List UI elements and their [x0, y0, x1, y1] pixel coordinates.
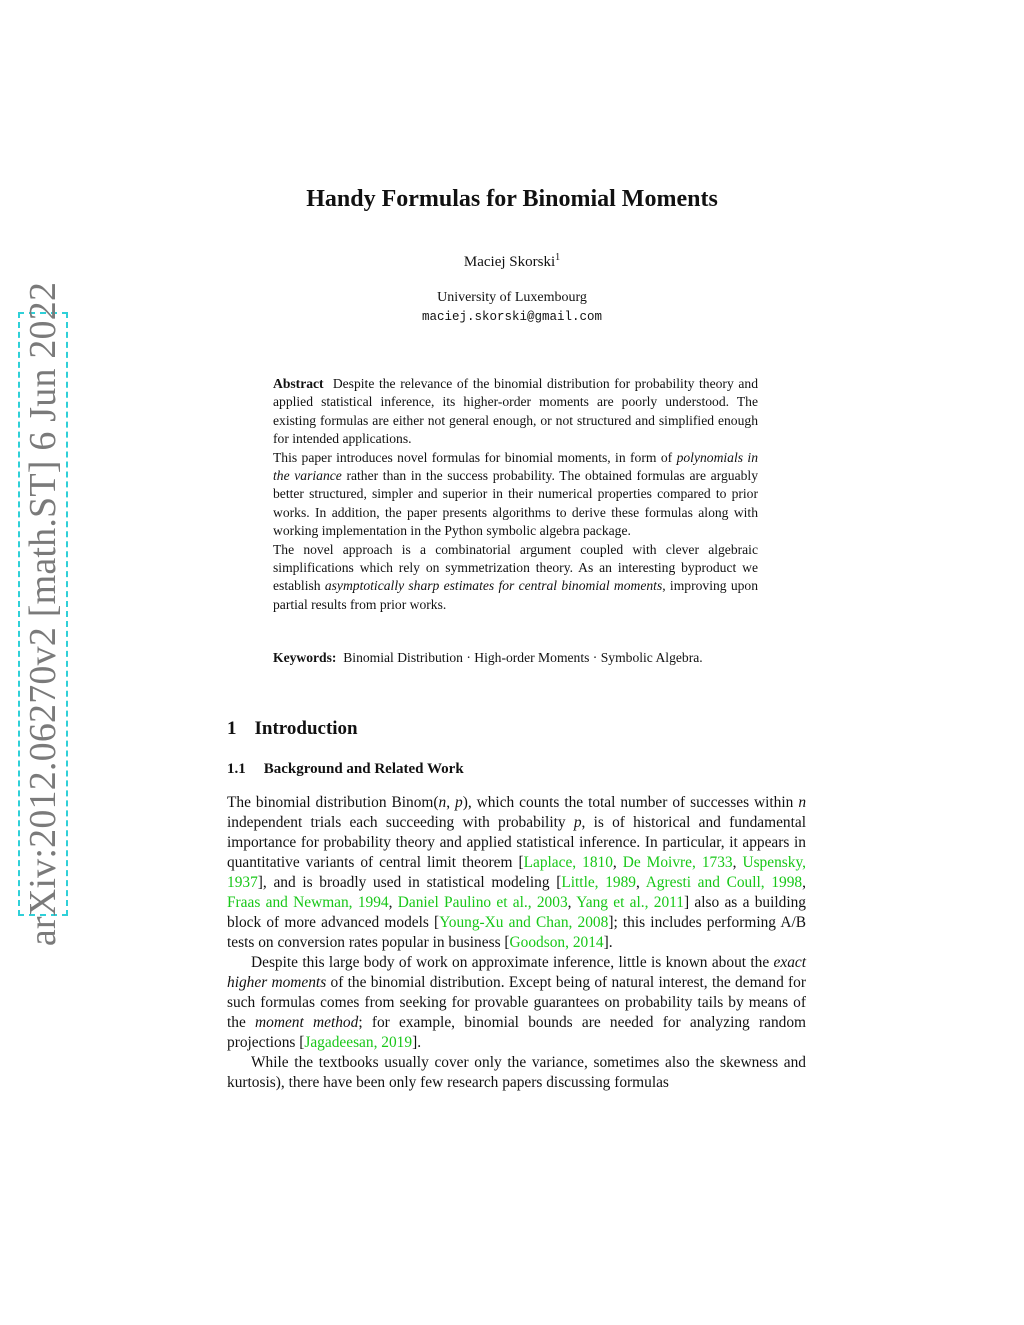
citation-link[interactable]: Goodson, 2014: [509, 934, 604, 951]
affiliation: University of Luxembourg: [437, 290, 587, 305]
keywords-list: Binomial Distribution · High-order Moments · Symbolic Algebra.: [343, 650, 703, 665]
section-number: 1: [227, 718, 237, 739]
emphasis: polynomials in the variance: [273, 449, 758, 484]
abstract-paragraph: The novel approach is a combinatorial argument coupled with clever algebraic simplifications which rely on symmetrization theory. As an interesting byproduct we establish asymptotically sharp estimates for central binomial moments, improving upon partial results from prior works.: [273, 541, 759, 612]
citation-link[interactable]: Young-Xu and Chan, 2008: [439, 914, 609, 931]
subsection-number: 1.1: [227, 761, 246, 777]
section-title: Introduction: [254, 718, 358, 739]
paragraph: The binomial distribution Binom(n, p), which counts the total number of successes within n independent trials each succeeding with probability p, is of historical and fundamental importance for probability theory and applied statistical inference. In particular, it appears in quantitative variants of central limit theorem [Laplace, 1810, De Moivre, 1733, Uspensky, 1937], and is broadly used in statistical modeling [Little, 1989, Agresti and Coull, 1998, Fraas and Newman, 1994, Daniel Paulino et al., 2003, Yang et al., 2011] also as a building block of more advanced models [Young-Xu and Chan, 2008]; this includes performing A/B tests on conversion rates popular in business [Goodson, 2014].: [227, 794, 807, 951]
paragraph: Despite this large body of work on approximate inference, little is known about the exact higher moments of the binomial distribution. Except being of natural interest, the demand for such formulas comes from seeking for provable guarantees on probability tails by means of the moment method; for example, binomial bounds are needed for analyzing random projections [Jagadeesan, 2019].: [227, 954, 807, 1051]
section-heading: [227, 718, 358, 740]
keywords-label: Keywords:: [273, 650, 337, 665]
body-text: [227, 793, 806, 1093]
abstract-label: Abstract: [273, 376, 324, 391]
arxiv-identifier-stamp[interactable]: [18, 281, 68, 947]
author-email[interactable]: maciej.skorski@gmail.com: [421, 310, 603, 324]
citation-link[interactable]: Daniel Paulino et al., 2003: [397, 894, 568, 911]
citation-link[interactable]: Laplace, 1810: [523, 854, 613, 871]
subsection-title: Background and Related Work: [263, 761, 464, 777]
citation-link[interactable]: Little, 1989: [561, 874, 636, 891]
abstract-paragraph: This paper introduces novel formulas for binomial moments, in form of polynomials in the variance rather than in the success probability. The obtained formulas are arguably better structured, simpler and superior in their numerical properties compared to prior works. In addition, the paper presents algorithms to derive these formulas along with working implementation in the Python symbolic algebra package.: [273, 449, 758, 539]
citation-link[interactable]: Jagadeesan, 2019: [304, 1034, 413, 1051]
abstract: [273, 375, 758, 614]
citation-link[interactable]: De Moivre, 1733: [622, 854, 733, 871]
keywords: [273, 649, 758, 667]
author-name: Maciej Skorski: [463, 254, 556, 270]
arxiv-identifier-text: arXiv:2012.06270v2 [math.ST] 6 Jun 2022: [22, 281, 64, 947]
author-affiliation-mark: 1: [555, 252, 561, 263]
paragraph: While the textbooks usually cover only the variance, sometimes also the skewness and kurtosis), there have been only few research papers discussing formulas: [227, 1054, 806, 1091]
paper-title: Handy Formulas for Binomial Moments: [306, 186, 718, 212]
citation-link[interactable]: Yang et al., 2011: [576, 894, 684, 911]
citation-link[interactable]: Agresti and Coull, 1998: [645, 874, 803, 891]
author-line: [0, 254, 1024, 271]
subsection-heading: [227, 761, 464, 778]
citation-link[interactable]: Fraas and Newman, 1994: [227, 894, 389, 911]
abstract-paragraph: Abstract Despite the relevance of the binomial distribution for probability theory and applied statistical inference, its higher-order moments are poorly understood. The existing formulas are either not general enough, or not structured and simplified enough for intended applications.: [273, 376, 758, 447]
citation-link[interactable]: Uspensky, 1937: [227, 854, 807, 891]
emphasis: asymptotically sharp estimates for central binomial moments: [324, 578, 663, 594]
